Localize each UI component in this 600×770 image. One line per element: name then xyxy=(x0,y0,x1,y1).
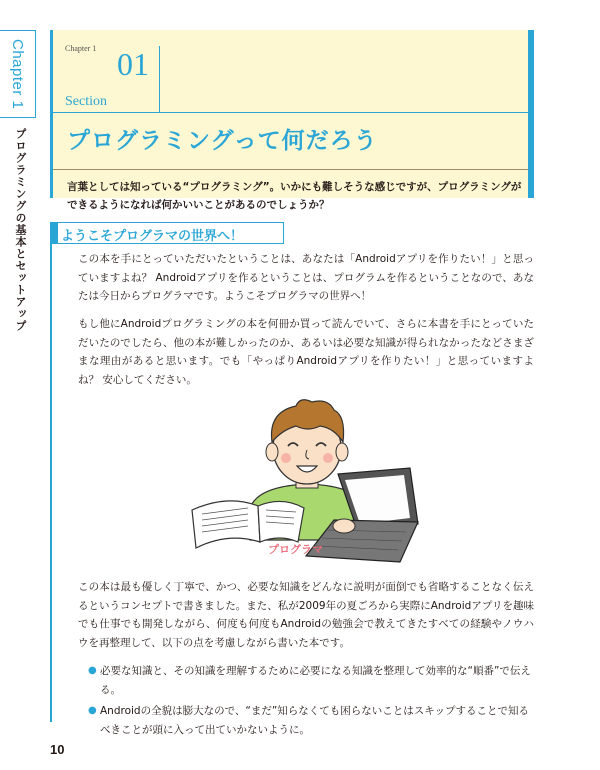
bullet-list xyxy=(88,662,534,742)
subsection-heading xyxy=(50,222,284,244)
section-rule xyxy=(53,112,528,113)
chapter-tab xyxy=(0,30,36,118)
section-header xyxy=(50,30,534,211)
book-left-page xyxy=(192,501,260,548)
paragraph-1: この本を手にとっていただいたということは、あなたは「Androidアプリを作りたい！」と思っていますよね？ Androidアプリを作るということは、プログラムを作るということなので、あなたは今日からプログラマです。ようこそプログラマの世界へ！ xyxy=(78,253,534,302)
chapter-tab-label: Chapter 1 xyxy=(9,39,26,110)
cheek-left xyxy=(281,453,291,463)
illustration-caption: プログラマ xyxy=(268,543,323,556)
section-chapter-label: Chapter 1 xyxy=(65,44,97,53)
paragraph-2: もし他にAndroidプログラミングの本を何冊か買って読んでいて、さらに本書を手にとっていただいたのでしたら、他の本が難しかったのか、あるいは必要な知識が得られなかったなどさまざまな理由があると思います。でも「やっぱりAndroidアプリを作りたい！」と思っていますよね？ 安心してください。 xyxy=(78,318,534,386)
section-word: Section xyxy=(65,94,107,109)
list-item xyxy=(88,702,534,739)
list-item xyxy=(88,662,534,699)
section-number: 01 xyxy=(117,46,149,82)
book-right-page xyxy=(258,501,304,542)
cheek-right xyxy=(323,453,333,463)
lead-text: 言葉としては知っている“プログラミング”。いかにも難しそうな感じですが、プログラミングができるようになれば何かいいことがあるのでしょうか？ xyxy=(67,181,522,211)
left-rule xyxy=(50,244,52,722)
ear-left xyxy=(266,443,278,461)
chapter-subtitle: プログラミングの基本とセットアップ xyxy=(14,128,27,332)
hand-shape xyxy=(333,519,355,533)
page-number: 10 xyxy=(50,742,65,757)
heading-accent xyxy=(51,223,58,243)
ear-right xyxy=(336,443,348,461)
paragraph-3: この本は最も優しく丁寧で、かつ、必要な知識をどんなに説明が面倒でも省略することなく伝えるというコンセプトで書きました。また、私が2009年の夏ごろから実際にAndroidアプリを趣味でも仕事でも開発しながら、何度も何度もAndroidの勉強会で教えてきたすべての経験やノウハウを再整理して、以下の点を考慮しながら書いた本です。 xyxy=(78,581,534,649)
title-rule xyxy=(53,169,528,170)
bullet-text: 必要な知識と、その知識を理解するために必要になる知識を整理して効率的な“順番”で伝える。 xyxy=(100,665,531,696)
subsection-heading-text: ようこそプログラマの世界へ！ xyxy=(61,229,244,244)
bullet-dot-icon: ● xyxy=(88,665,97,676)
bullet-text: Androidの全貌は膨大なので、“まだ”知らなくても困らないことはスキップすることで知るべきことが頭に入って出ていかないように。 xyxy=(100,705,530,736)
bullet-dot-icon: ● xyxy=(88,705,97,716)
page-title: プログラミングって何だろう xyxy=(67,128,378,154)
section-divider xyxy=(159,46,160,112)
